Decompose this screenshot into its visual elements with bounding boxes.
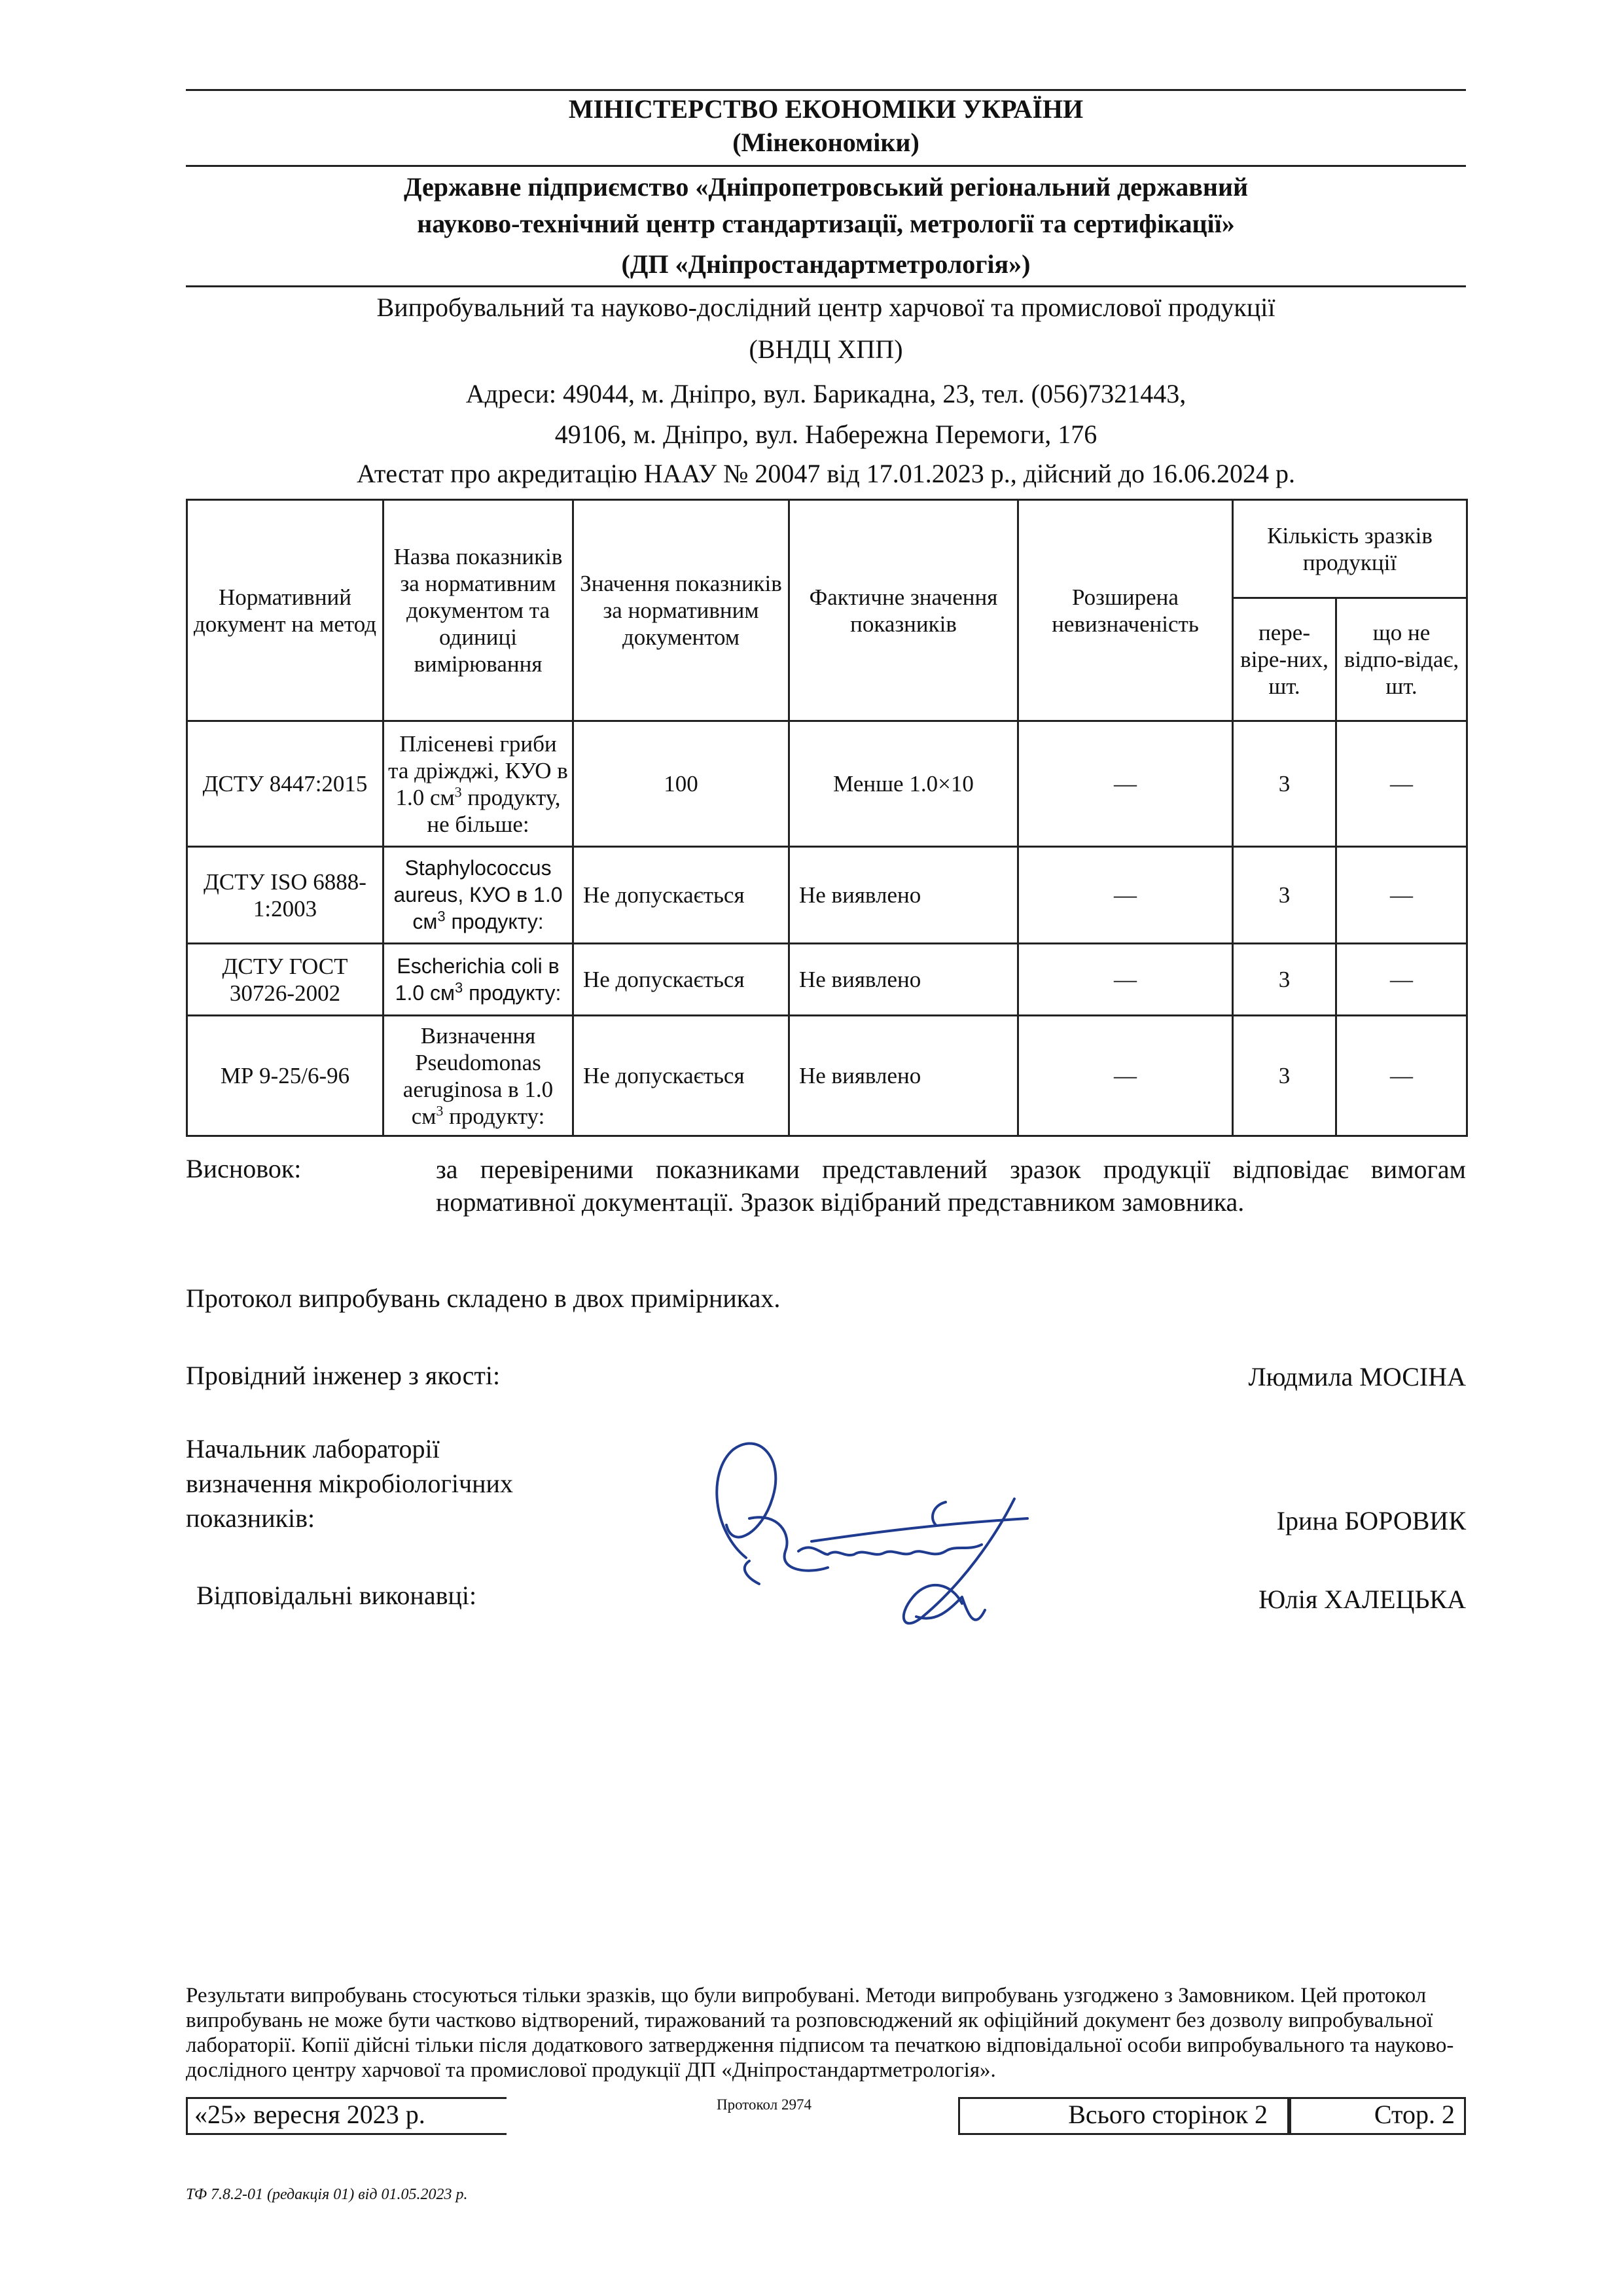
header-doc: Нормативний документ на метод (187, 500, 383, 721)
center-short: (ВНДЦ ХПП) (749, 334, 903, 364)
header-actual: Фактичне значення показників (789, 500, 1018, 721)
cell-norm: Не допускається (573, 847, 789, 944)
date-box (186, 2097, 507, 2135)
enterprise-line-1: Державне підприємство «Дніпропетровський регіональний державний (403, 172, 1249, 202)
cell-checked: 3 (1233, 847, 1336, 944)
engineer-name: Людмила МОСІНА (1248, 1362, 1466, 1391)
cell-name: Escherichia coli в 1.0 $см^3$ продукту: (383, 944, 573, 1016)
header-count-group: Кількість зразків продукції (1233, 500, 1467, 598)
header-rule-2 (186, 165, 1466, 167)
ministry-short: (Мінекономіки) (732, 128, 919, 157)
cell-actual: Не виявлено (789, 1016, 1018, 1136)
header-norm: Значення показників за нормативним документом (573, 500, 789, 721)
head-name: Ірина БОРОВИК (1276, 1506, 1466, 1535)
total-pages: Всього сторінок 2 (1068, 2100, 1268, 2129)
head-label-line-2: визначення мікробіологічних (186, 1469, 513, 1498)
table-row (187, 721, 1467, 847)
cell-checked: 3 (1233, 1016, 1336, 1136)
executors-name: Юлія ХАЛЕЦЬКА (1258, 1585, 1466, 1614)
table-row (187, 1016, 1467, 1136)
protocol-date: «25» вересня 2023 р. (194, 2100, 425, 2129)
table-row (187, 847, 1467, 944)
cell-doc: ДСТУ ISO 6888-1:2003 (187, 847, 383, 944)
cell-checked: 3 (1233, 721, 1336, 847)
header-name: Назва показників за нормативним документом та одиниці вимірювання (383, 500, 573, 721)
table-row (187, 944, 1467, 1016)
cell-uncertainty: — (1018, 721, 1233, 847)
header-uncertainty: Розширена невизначеність (1018, 500, 1233, 721)
conclusion-label: Висновок: (186, 1154, 302, 1183)
cell-name: Визначення Pseudomonas aeruginosa в 1.0 $см^3$ продукту: (383, 1016, 573, 1136)
cell-uncertainty: — (1018, 847, 1233, 944)
cell-nonconform: — (1336, 944, 1467, 1016)
protocol-number: Протокол 2974 (717, 2096, 812, 2113)
cell-doc: ДСТУ 8447:2015 (187, 721, 383, 847)
header-checked: пере-віре-них, шт. (1233, 598, 1336, 721)
page-number-box (1289, 2097, 1466, 2135)
head-label-line-3: показників: (186, 1503, 315, 1533)
ministry-title: МІНІСТЕРСТВО ЕКОНОМІКИ УКРАЇНИ (568, 94, 1084, 124)
cell-norm: Не допускається (573, 1016, 789, 1136)
signature-image (687, 1420, 1054, 1656)
header-top-rule (186, 89, 1466, 91)
cell-name: Staphylococcus aureus, КУО в 1.0 $см^3$ продукту: (383, 847, 573, 944)
form-code: ТФ 7.8.2-01 (редакція 01) від 01.05.2023 р. (186, 2186, 468, 2203)
total-pages-box (958, 2097, 1289, 2135)
cell-actual: Не виявлено (789, 944, 1018, 1016)
footer-disclaimer: Результати випробувань стосуються тільки зразків, що були випробувані. Методи випробувань узгоджено з Замовником. Цей протокол випробувань не може бути частково відтворений, тиражований та розповсюджений як офіційний документ без дозволу випробувальної лабораторії. Копії дійсні тільки після додаткового затвердження підписом та печаткою відповідальної особи випробувального та науково-дослідного центру харчової та промислової продукції ДП «Дніпростандартметрологія». (186, 1984, 1454, 2082)
cell-doc: ДСТУ ГОСТ 30726-2002 (187, 944, 383, 1016)
engineer-label: Провідний інженер з якості: (186, 1361, 501, 1390)
copies-note: Протокол випробувань складено в двох примірниках. (186, 1283, 781, 1313)
cell-nonconform: — (1336, 1016, 1467, 1136)
executors-label: Відповідальні виконавці: (196, 1581, 477, 1610)
header-rule-3 (186, 285, 1466, 287)
cell-uncertainty: — (1018, 944, 1233, 1016)
cell-actual: Менше 1.0×10 (789, 721, 1018, 847)
cell-nonconform: — (1336, 721, 1467, 847)
results-table (186, 499, 1468, 1137)
conclusion-text: за перевіреними показниками представлений зразок продукції відповідає вимогам нормативної документації. Зразок відібраний представником замовника. (436, 1155, 1466, 1217)
cell-name: Плісеневі гриби та дріжджі, КУО в 1.0 $см^3$ продукту, не більше: (383, 721, 573, 847)
cell-norm: 100 (573, 721, 789, 847)
enterprise-short: (ДП «Дніпростандартметрологія») (621, 249, 1031, 279)
cell-norm: Не допускається (573, 944, 789, 1016)
cell-actual: Не виявлено (789, 847, 1018, 944)
page-number: Стор. 2 (1374, 2100, 1455, 2129)
accreditation-line: Атестат про акредитацію НААУ № 20047 від 17.01.2023 р., дійсний до 16.06.2024 р. (357, 459, 1295, 488)
cell-uncertainty: — (1018, 1016, 1233, 1136)
enterprise-line-2: науково-технічний центр стандартизації, метрології та сертифікації» (417, 209, 1235, 238)
head-label-line-1: Начальник лабораторії (186, 1434, 440, 1463)
cell-nonconform: — (1336, 847, 1467, 944)
address-line-2: 49106, м. Дніпро, вул. Набережна Перемоги, 176 (554, 420, 1097, 449)
header-nonconform: що не відпо-відає, шт. (1336, 598, 1467, 721)
cell-checked: 3 (1233, 944, 1336, 1016)
address-line-1: Адреси: 49044, м. Дніпро, вул. Барикадна, 23, тел. (056)7321443, (465, 379, 1186, 408)
center-name: Випробувальний та науково-дослідний центр харчової та промислової продукції (376, 293, 1275, 322)
cell-doc: МР 9-25/6-96 (187, 1016, 383, 1136)
